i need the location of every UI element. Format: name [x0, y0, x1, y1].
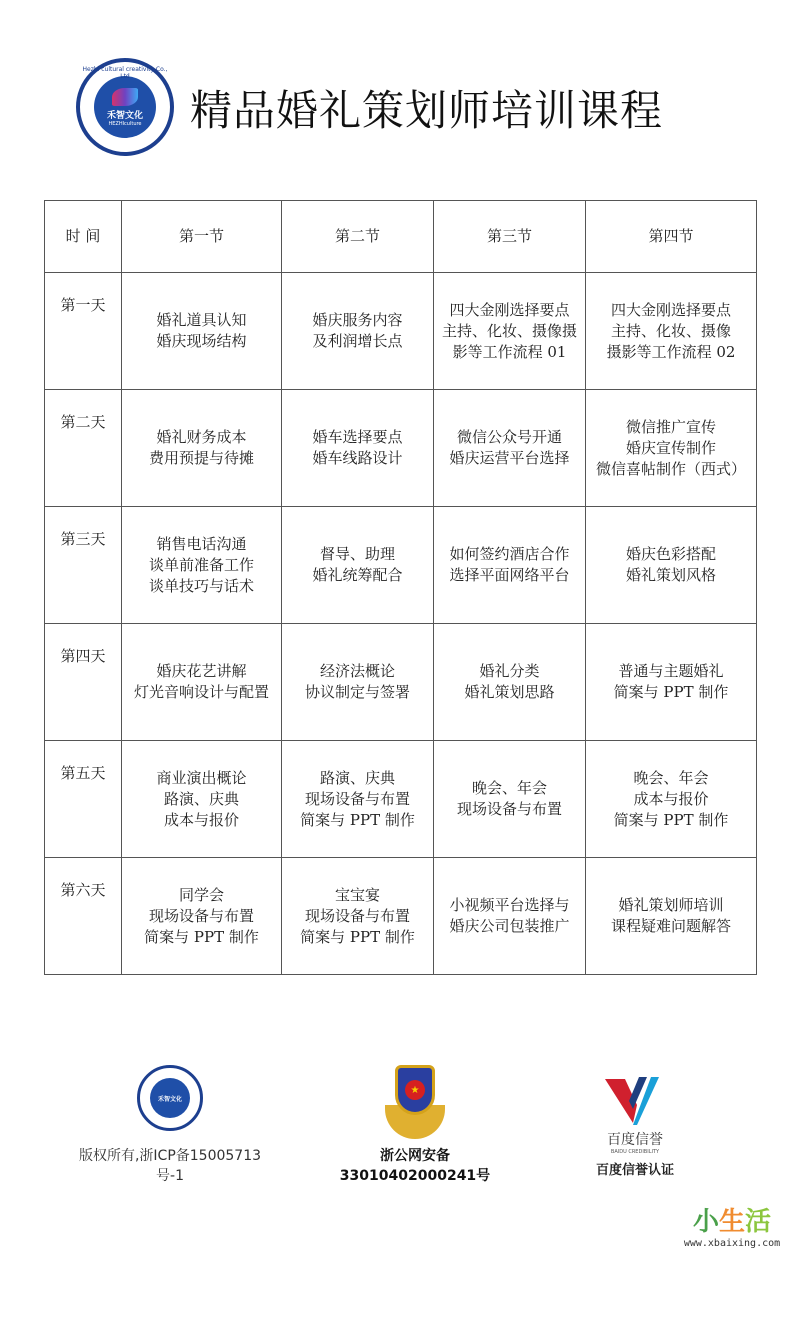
day-label: 第一天 [45, 273, 122, 390]
logo-name-cn: 禾智文化 [106, 110, 143, 121]
session-topic: 晚会、年会 [471, 779, 547, 797]
watermark-url: www.xbaixing.com [683, 1238, 781, 1249]
session-cell [586, 507, 757, 624]
day-label: 第六天 [45, 858, 122, 975]
police-record-text: 浙公网安备 33010402000241号 [339, 1148, 491, 1184]
session-topic: 婚庆公司包装推广 [449, 917, 570, 935]
baidu-logo-cn: 百度信誉 [607, 1132, 663, 1148]
footer-copyright-block [70, 1065, 270, 1185]
session-topic: 主持、化妆、摄像摄 [441, 321, 577, 340]
watermark-text: 小生活 [692, 1207, 772, 1237]
session-topic: 婚车选择要点 [312, 428, 403, 446]
session-topic: 督导、助理 [319, 545, 395, 563]
session-topic: 经济法概论 [319, 662, 395, 680]
session-cell [434, 390, 586, 507]
session-cell [586, 624, 757, 741]
course-schedule-table [44, 200, 757, 975]
session-topic: 简案与 PPT 制作 [144, 927, 259, 946]
session-topic: 现场设备与布置 [456, 800, 562, 818]
table-row [45, 273, 757, 390]
footer-baidu-block [590, 1075, 680, 1178]
session-cell [282, 741, 434, 858]
session-topic: 影等工作流程 01 [452, 342, 567, 361]
watermark [672, 1201, 792, 1249]
session-topic: 简案与 PPT 制作 [613, 683, 729, 701]
session-cell [122, 624, 282, 741]
day-label: 第四天 [45, 624, 122, 741]
session-topic: 简案与 PPT 制作 [613, 810, 729, 829]
session-topic: 同学会 [178, 885, 224, 904]
session-topic: 摄影等工作流程 02 [606, 342, 736, 361]
session-topic: 婚庆宣传制作 [625, 438, 716, 457]
session-topic: 路演、庆典 [319, 768, 395, 787]
session-topic: 四大金刚选择要点 [449, 300, 570, 319]
session-topic: 四大金刚选择要点 [610, 300, 731, 319]
column-header: 第二节 [282, 201, 434, 273]
day-label: 第二天 [45, 390, 122, 507]
column-header: 第一节 [122, 201, 282, 273]
session-topic: 成本与报价 [163, 810, 239, 829]
session-topic: 微信公众号开通 [456, 428, 562, 446]
session-cell [122, 858, 282, 975]
baidu-cert-text: 百度信誉认证 [595, 1163, 674, 1178]
session-topic: 婚礼策划风格 [625, 566, 716, 584]
session-topic: 现场设备与布置 [304, 906, 410, 925]
session-topic: 婚车线路设计 [312, 449, 403, 467]
session-cell [122, 390, 282, 507]
session-cell [282, 858, 434, 975]
session-cell [282, 624, 434, 741]
session-topic: 谈单技巧与话术 [148, 576, 254, 595]
session-topic: 婚礼统筹配合 [312, 566, 403, 584]
session-topic: 选择平面网络平台 [449, 566, 570, 584]
session-cell [282, 507, 434, 624]
session-topic: 谈单前准备工作 [148, 555, 254, 574]
session-cell [586, 858, 757, 975]
session-topic: 微信推广宣传 [625, 417, 716, 436]
session-topic: 婚礼分类 [479, 662, 540, 680]
session-topic: 及利润增长点 [312, 332, 403, 350]
table-row [45, 858, 757, 975]
session-topic: 如何签约酒店合作 [449, 545, 570, 563]
page-title: 精品婚礼策划师培训课程 [190, 86, 664, 135]
session-cell [434, 858, 586, 975]
table-row [45, 624, 757, 741]
table-row [45, 507, 757, 624]
session-cell [434, 507, 586, 624]
session-cell [586, 390, 757, 507]
session-cell [586, 273, 757, 390]
day-label: 第三天 [45, 507, 122, 624]
session-cell [282, 273, 434, 390]
footer [0, 1065, 800, 1325]
session-topic: 简案与 PPT 制作 [300, 810, 415, 829]
session-topic: 婚礼策划师培训 [618, 896, 724, 914]
session-topic: 婚礼道具认知 [156, 311, 247, 329]
footer-police-block [310, 1065, 520, 1185]
column-header: 时 间 [45, 201, 122, 273]
session-cell [434, 624, 586, 741]
logo-wave-icon [112, 88, 138, 106]
session-cell [122, 507, 282, 624]
session-topic: 微信喜帖制作（西式） [595, 459, 746, 478]
session-topic: 小视频平台选择与 [449, 896, 570, 914]
small-logo-text: 禾智文化 [150, 1078, 190, 1118]
table-row [45, 741, 757, 858]
session-cell [586, 741, 757, 858]
session-topic: 销售电话沟通 [156, 534, 247, 553]
session-topic: 普通与主题婚礼 [618, 662, 724, 680]
session-topic: 现场设备与布置 [304, 789, 410, 808]
police-emblem-icon: ★ [385, 1065, 445, 1141]
logo-ring-text: Hezhi cultural creativity Co., Ltd [82, 66, 168, 80]
column-header: 第四节 [586, 201, 757, 273]
table-row [45, 390, 757, 507]
session-topic: 婚礼财务成本 [156, 428, 247, 446]
session-cell [122, 741, 282, 858]
session-topic: 简案与 PPT 制作 [300, 927, 415, 946]
session-cell [282, 390, 434, 507]
session-cell [122, 273, 282, 390]
session-cell [434, 273, 586, 390]
column-header: 第三节 [434, 201, 586, 273]
session-topic: 灯光音响设计与配置 [133, 683, 269, 701]
session-cell [434, 741, 586, 858]
session-topic: 婚礼策划思路 [464, 683, 555, 701]
baidu-v-icon [603, 1075, 667, 1129]
baidu-logo-en: BAIDU CREDIBILITY [610, 1149, 660, 1155]
session-topic: 课程疑难问题解答 [610, 917, 731, 935]
logo-name-en: HEZHIculture [108, 120, 142, 127]
session-topic: 婚庆服务内容 [312, 311, 403, 329]
session-topic: 婚庆色彩搭配 [625, 545, 716, 563]
session-topic: 宝宝宴 [334, 885, 380, 904]
hezhi-small-logo [137, 1065, 203, 1131]
session-topic: 协议制定与签署 [304, 683, 410, 701]
session-topic: 主持、化妆、摄像 [610, 321, 731, 340]
session-topic: 路演、庆典 [163, 789, 239, 808]
session-topic: 成本与报价 [633, 789, 709, 808]
session-topic: 婚庆花艺讲解 [156, 662, 247, 680]
session-topic: 现场设备与布置 [148, 906, 254, 925]
hezhi-logo [76, 58, 174, 156]
copyright-text: 版权所有,浙ICP备15005713号-1 [78, 1148, 262, 1184]
day-label: 第五天 [45, 741, 122, 858]
session-topic: 费用预提与待摊 [148, 449, 254, 467]
session-topic: 晚会、年会 [633, 768, 709, 787]
session-topic: 婚庆运营平台选择 [449, 449, 570, 467]
session-topic: 婚庆现场结构 [156, 332, 247, 350]
session-topic: 商业演出概论 [156, 768, 247, 787]
